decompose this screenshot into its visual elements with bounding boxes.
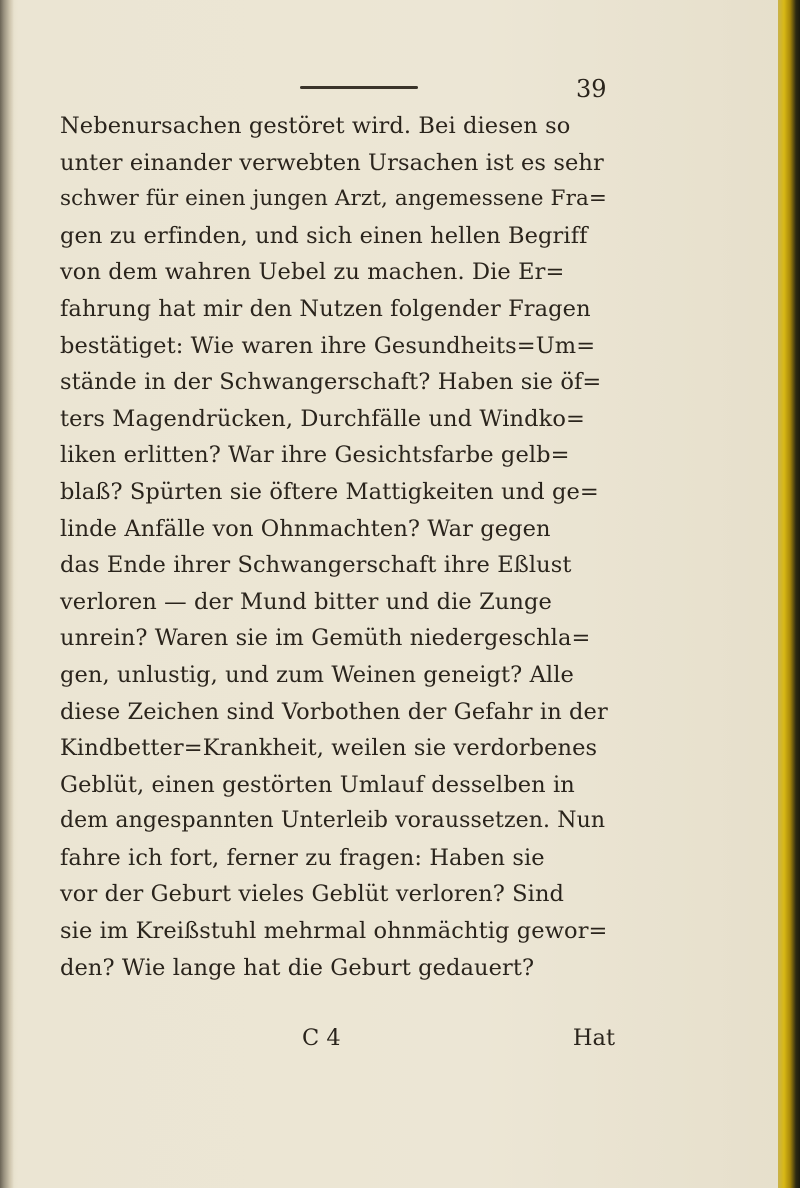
text-line: liken erlitten? War ihre Gesichtsfarbe gelb=: [60, 442, 570, 469]
text-line: von dem wahren Uebel zu machen. Die Er=: [60, 259, 565, 286]
body-text: [60, 108, 615, 986]
text-line: unter einander verwebten Ursachen ist es sehr: [60, 149, 604, 176]
page-gutter-shadow: [0, 0, 14, 1188]
text-line: gen, unlustig, und zum Weinen geneigt? Alle: [60, 661, 574, 688]
text-line: sie im Kreißstuhl mehrmal ohnmächtig gewor=: [60, 918, 608, 945]
footer-line: [60, 1020, 615, 1056]
header-rule: [300, 86, 418, 89]
catchword: Hat: [572, 1025, 615, 1051]
text-line: fahrung hat mir den Nutzen folgender Fragen: [60, 295, 591, 322]
text-line: ters Magendrücken, Durchfälle und Windko=: [60, 405, 585, 432]
text-line: dem angespannten Unterleib voraussetzen. Nun: [60, 808, 606, 834]
text-line: stände in der Schwangerschaft? Haben sie öf=: [60, 369, 602, 396]
text-line: Geblüt, einen gestörten Umlauf desselben in: [60, 771, 575, 798]
text-line: gen zu erfinden, und sich einen hellen Begriff: [60, 222, 588, 249]
text-line: vor der Geburt vieles Geblüt verloren? Sind: [60, 881, 565, 908]
text-line: den? Wie lange hat die Geburt gedauert?: [60, 954, 535, 981]
text-line: blaß? Spürten sie öftere Mattigkeiten und ge=: [60, 478, 599, 505]
page-edge-binding: [778, 0, 800, 1188]
text-line: bestätiget: Wie waren ihre Gesundheits=Um=: [60, 332, 596, 359]
text-line: linde Anfälle von Ohnmachten? War gegen: [60, 515, 551, 542]
text-line: diese Zeichen sind Vorbothen der Gefahr in der: [60, 698, 608, 725]
text-line: schwer für einen jungen Arzt, angemessene Fra=: [60, 186, 607, 212]
text-line: Kindbetter=Krankheit, weilen sie verdorbenes: [60, 735, 598, 762]
text-line: fahre ich fort, ferner zu fragen: Haben sie: [60, 844, 545, 871]
text-line: Nebenursachen gestöret wird. Bei diesen so: [60, 113, 571, 139]
page-number: 39: [576, 75, 607, 103]
text-line: das Ende ihrer Schwangerschaft ihre Eßlust: [60, 552, 572, 579]
signature-mark: C 4: [302, 1025, 341, 1051]
text-line: verloren — der Mund bitter und die Zunge: [60, 588, 552, 615]
text-line: unrein? Waren sie im Gemüth niedergeschla=: [60, 625, 591, 652]
